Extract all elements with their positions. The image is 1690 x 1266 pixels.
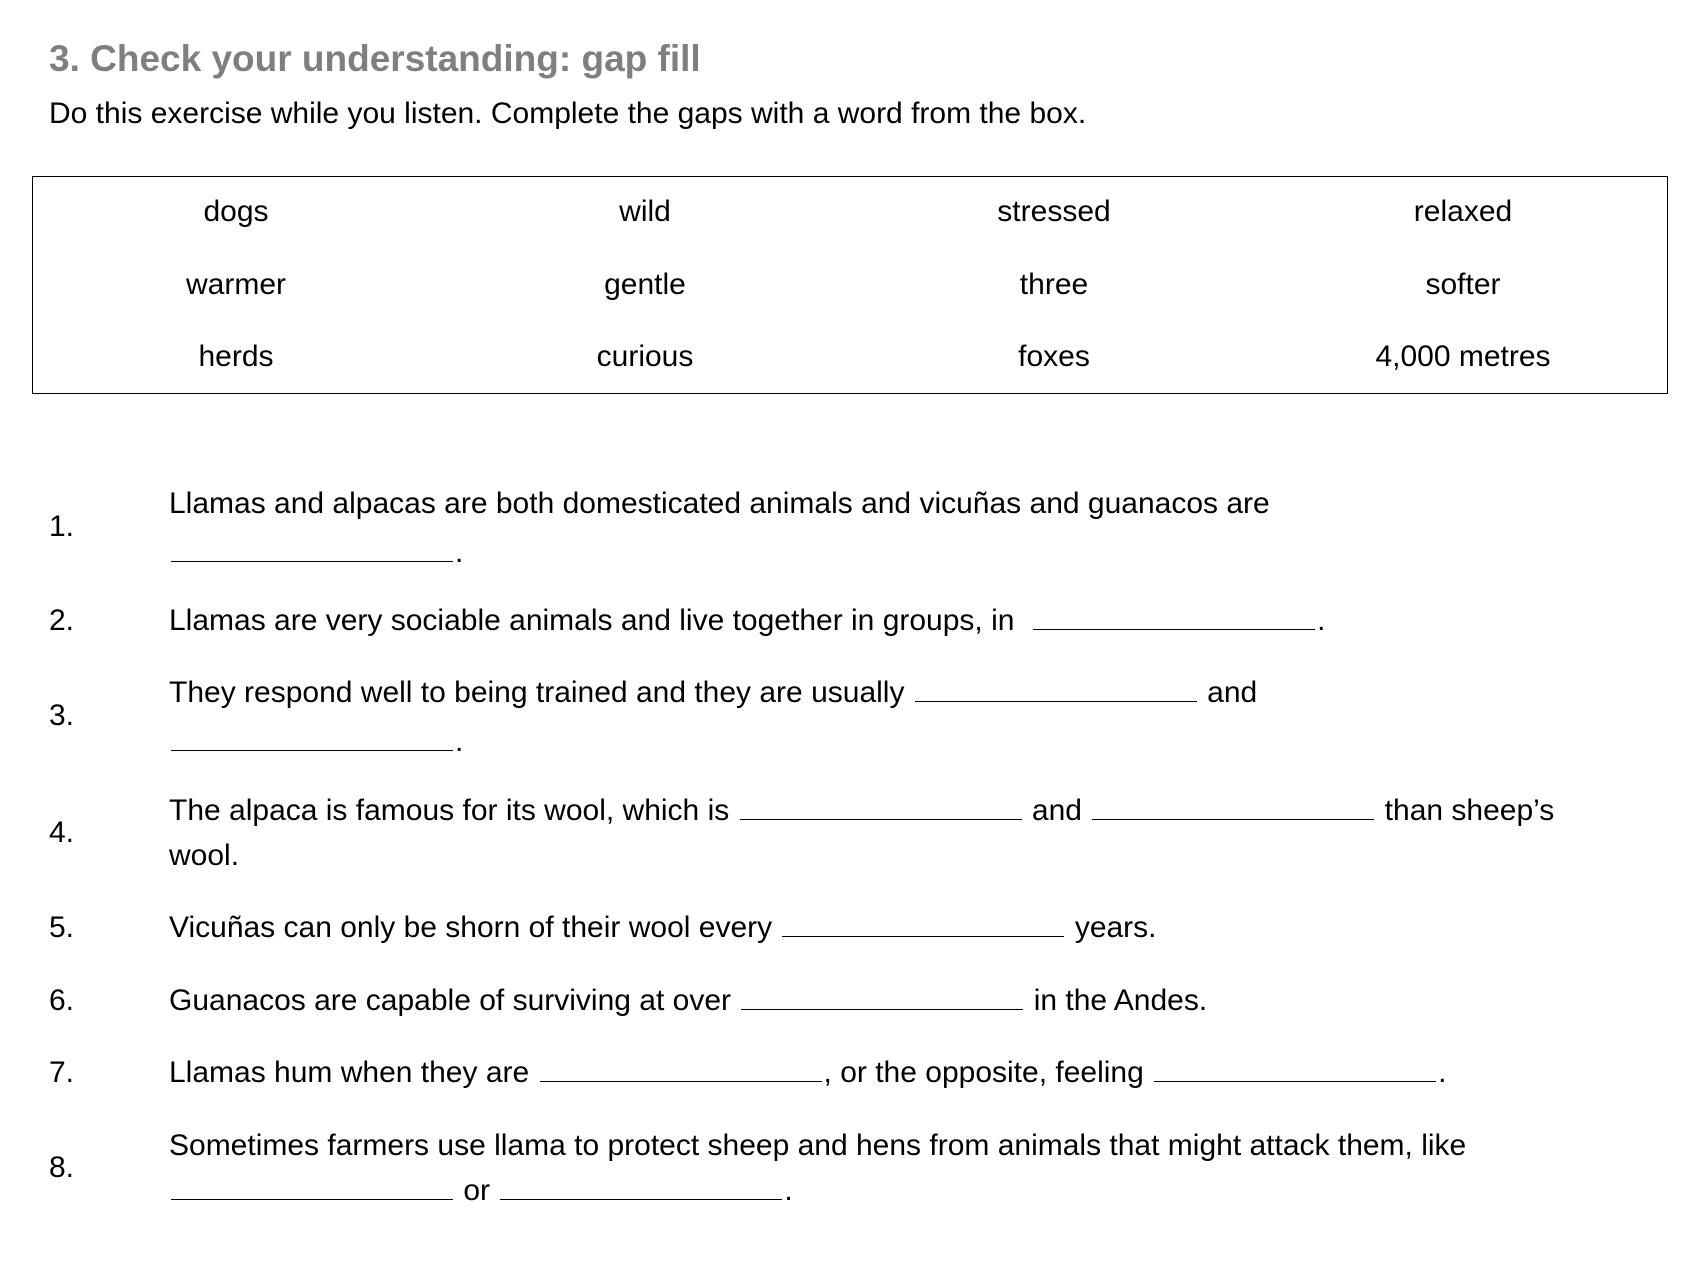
gap-blank[interactable]: [1154, 1057, 1436, 1082]
item-number: 4.: [49, 816, 75, 849]
item-number: 6.: [49, 984, 75, 1017]
text: Llamas hum when they are: [169, 1056, 530, 1089]
item-7-line: [169, 1056, 1446, 1090]
gap-blank[interactable]: [915, 677, 1197, 702]
gap-blank[interactable]: [1033, 605, 1315, 630]
text: .: [1317, 604, 1326, 637]
section-title: 3. Check your understanding: gap fill: [49, 38, 701, 79]
item-8-line-2: [169, 1174, 793, 1208]
text: and: [1207, 676, 1258, 709]
gap-blank[interactable]: [171, 1175, 453, 1200]
text: .: [1438, 1056, 1447, 1089]
text: Vicuñas can only be shorn of their wool every: [169, 911, 773, 944]
word-box-item: gentle: [604, 268, 686, 301]
item-6-line: [169, 984, 1207, 1018]
gap-blank[interactable]: [782, 912, 1064, 937]
item-number: 1.: [49, 510, 75, 543]
instructions: Do this exercise while you listen. Complete the gaps with a word from the box.: [49, 97, 1087, 130]
item-number: 5.: [49, 911, 75, 944]
word-box-item: softer: [1425, 268, 1501, 301]
item-1-line-2: [169, 536, 463, 570]
word-box-item: foxes: [1018, 340, 1090, 373]
gap-blank[interactable]: [1092, 795, 1374, 820]
text: Llamas are very sociable animals and live together in groups, in: [169, 604, 1015, 637]
word-box-item: stressed: [997, 195, 1111, 228]
gap-blank[interactable]: [741, 985, 1023, 1010]
item-number: 3.: [49, 699, 75, 732]
text: .: [455, 725, 464, 758]
text: Guanacos are capable of surviving at over: [169, 984, 731, 1017]
text: They respond well to being trained and they are usually: [169, 676, 905, 709]
gap-blank[interactable]: [171, 726, 453, 751]
item-number: 8.: [49, 1151, 75, 1184]
item-2-line: [169, 604, 1325, 638]
text: .: [455, 536, 464, 569]
gap-blank[interactable]: [740, 795, 1022, 820]
word-box-item: relaxed: [1413, 195, 1513, 228]
item-3-line-2: [169, 725, 463, 759]
word-box-item: herds: [198, 340, 274, 373]
item-8-line-1: Sometimes farmers use llama to protect sheep and hens from animals that might attack them, like: [169, 1129, 1467, 1162]
text: years.: [1074, 911, 1157, 944]
word-box-item: three: [1019, 268, 1089, 301]
text: , or the opposite, feeling: [823, 1056, 1144, 1089]
item-5-line: [169, 911, 1157, 945]
item-number: 7.: [49, 1056, 75, 1089]
gap-blank[interactable]: [540, 1057, 822, 1082]
text: than sheep’s: [1384, 794, 1555, 827]
word-box-item: dogs: [203, 195, 269, 228]
item-4-line-2: wool.: [169, 839, 240, 872]
word-box-item: curious: [596, 340, 694, 373]
item-4-line-1: [169, 794, 1554, 828]
item-number: 2.: [49, 604, 75, 637]
item-1-line-1: Llamas and alpacas are both domesticated animals and vicuñas and guanacos are: [169, 487, 1270, 520]
word-box-item: warmer: [185, 268, 287, 301]
text: .: [784, 1174, 793, 1207]
word-box-item: wild: [619, 195, 671, 228]
text: and: [1031, 794, 1082, 827]
text: or: [463, 1174, 491, 1207]
text: The alpaca is famous for its wool, which is: [169, 794, 730, 827]
word-box-item: 4,000 metres: [1375, 340, 1551, 373]
gap-blank[interactable]: [500, 1175, 782, 1200]
item-3-line-1: [169, 676, 1257, 710]
gap-blank[interactable]: [171, 537, 453, 562]
text: in the Andes.: [1033, 984, 1208, 1017]
